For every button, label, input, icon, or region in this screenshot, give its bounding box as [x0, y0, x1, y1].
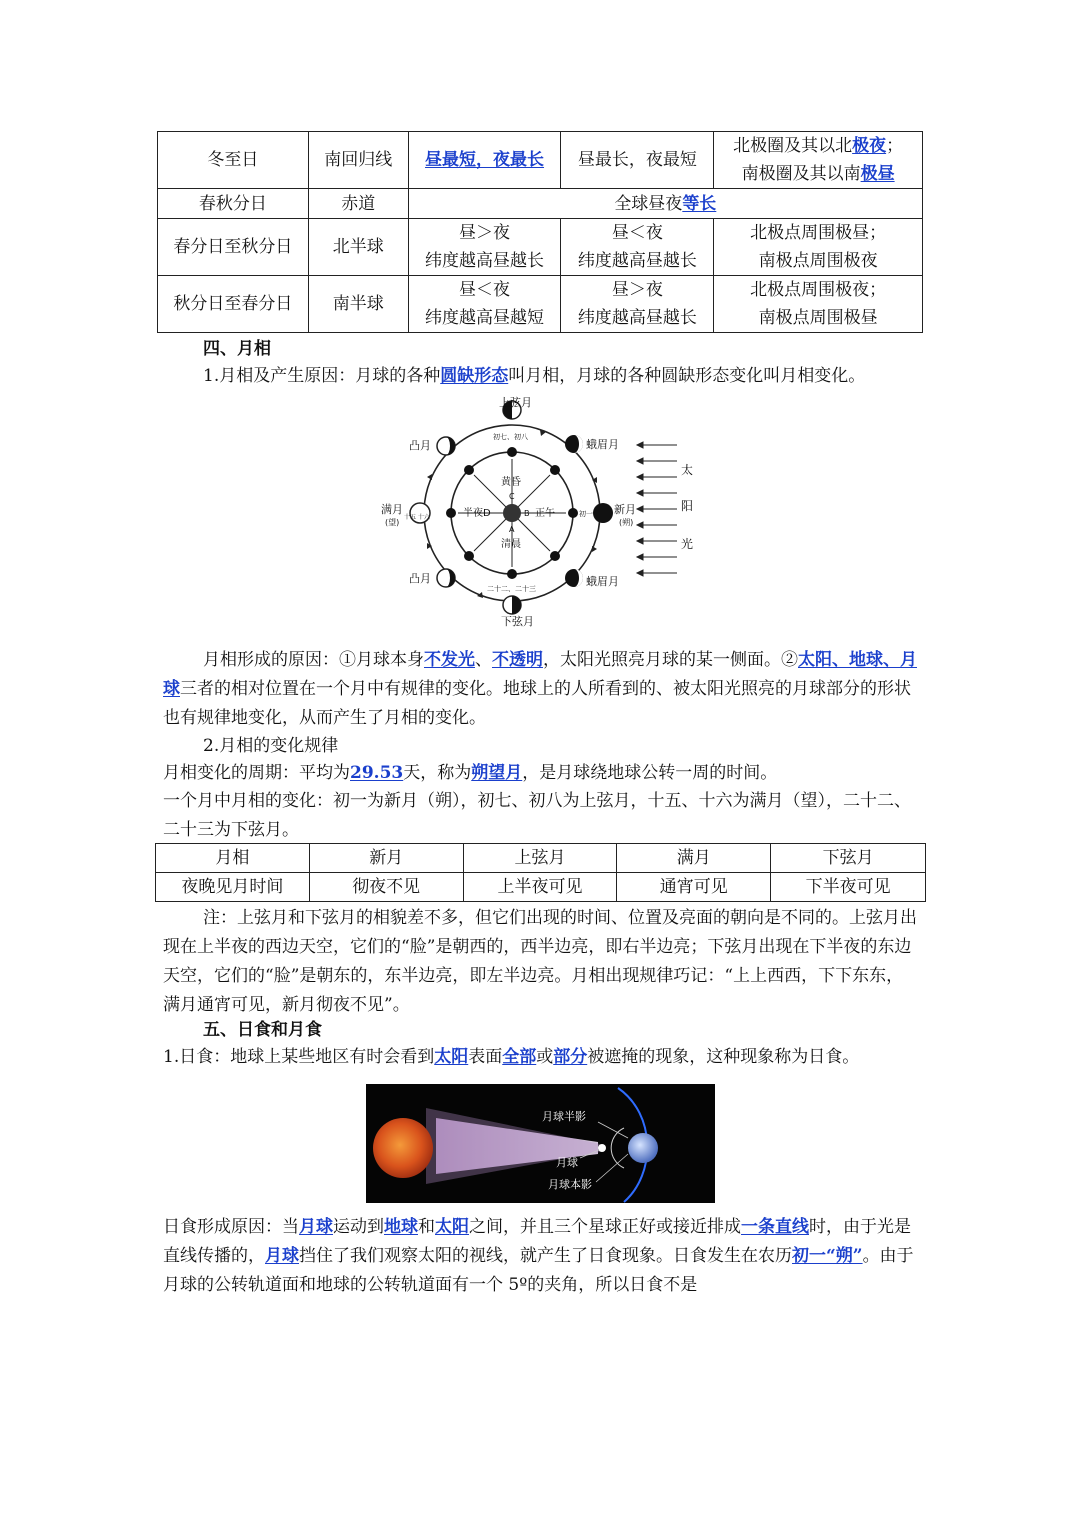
- label-moon: 月球: [556, 1156, 578, 1169]
- inner-moon-icon: [550, 465, 560, 475]
- inner-moon-icon: [568, 508, 578, 518]
- label-dawn: 清晨: [501, 539, 521, 550]
- keyword: 不透明: [492, 650, 543, 670]
- cell-period: 春秋分日: [158, 189, 309, 219]
- keyword: 月球: [265, 1246, 299, 1266]
- section-heading: 五、日食和月食: [203, 1020, 322, 1040]
- label-sun-3: 光: [681, 537, 694, 551]
- label-first-quarter-days: 初七、初八: [493, 433, 528, 441]
- keyword: 初一“朔”: [792, 1246, 863, 1266]
- note-paragraph: 注：上弦月和下弦月的相貌差不多，但它们出现的时间、位置及亮面的朝向是不同的。上弦月出现在上半夜的西边天空，它们的“脸”是朝西的，西半边亮，即右半边亮；下弦月出现在下半夜的东边天空，它们的“脸”是朝东的，东半边亮，即左半边亮。月相出现规律巧记：“上上西西，下下东东，满月通宵可见，新月彻夜不见”。: [163, 908, 917, 1015]
- label-crescent-top: 蛾眉月: [586, 438, 619, 451]
- label-first-quarter: 上弦月: [499, 396, 532, 409]
- label-penumbra: 月球半影: [542, 1110, 586, 1123]
- gibbous-moon-icon: [437, 569, 455, 587]
- table-cell: 夜晚见月时间: [156, 873, 310, 902]
- header-cell: 满月: [617, 844, 771, 873]
- paragraph: 月相变化的周期：平均为29.53天，称为朔望月，是月球绕地球公转一周的时间。: [163, 763, 778, 783]
- sunlight-arrows: [637, 442, 677, 576]
- label-new-moon-sub: (朔): [619, 518, 634, 527]
- label-crescent-bottom: 蛾眉月: [586, 575, 619, 588]
- cell-merged: 全球昼夜等长: [408, 189, 922, 219]
- label-gibbous-top: 凸月: [409, 439, 431, 452]
- solar-eclipse-figure: [366, 1084, 715, 1203]
- table-cell: 通宵可见: [617, 873, 771, 902]
- earth-icon: [628, 1133, 658, 1163]
- label-b: B: [524, 509, 530, 518]
- paragraph: 一个月中月相的变化：初一为新月（朔），初七、初八为上弦月，十五、十六为满月（望），二十二、二十三为下弦月。: [163, 791, 911, 840]
- cell-polar: 北极点周围极昼； 南极点周围极夜: [714, 219, 923, 276]
- label-midnight: 半夜D: [463, 508, 491, 519]
- season-table: [157, 131, 923, 333]
- table-cell: 彻夜不见: [309, 873, 463, 902]
- inner-moon-icon: [550, 551, 560, 561]
- table-header-row: [156, 844, 926, 873]
- sun-icon: [373, 1118, 433, 1178]
- cell-location: 南回归线: [308, 132, 408, 189]
- waning-crescent-moon-icon: [565, 569, 583, 587]
- inner-moon-icon: [507, 569, 517, 579]
- phase-table: [155, 843, 926, 902]
- cell-location: 北半球: [308, 219, 408, 276]
- keyword: 太阳: [434, 1047, 469, 1067]
- table-row: [158, 276, 923, 333]
- table-cell: 下半夜可见: [771, 873, 926, 902]
- waxing-crescent-moon-icon: [565, 435, 583, 453]
- keyword: 不发光: [424, 650, 475, 670]
- table-row: [158, 219, 923, 276]
- last-quarter-moon-icon: [503, 596, 521, 614]
- keyword: 等长: [682, 193, 717, 214]
- gibbous-moon-icon: [437, 437, 455, 455]
- label-new-moon-day: 初一: [579, 510, 593, 518]
- inner-moon-icon: [446, 508, 456, 518]
- paragraph: 日食形成原因：当月球运动到地球和太阳之间，并且三个星球正好或接近排成一条直线时，由于光是直线传播的，月球挡住了我们观察太阳的视线，就产生了日食现象。日食发生在农历初一“朔”。由于月球的公转轨道面和地球的公转轨道面有一个 5º的夹角，所以日食不是: [163, 1217, 914, 1295]
- new-moon-icon: [593, 503, 613, 523]
- label-sun-2: 阳: [681, 499, 694, 513]
- table-cell: 上半夜可见: [463, 873, 617, 902]
- keyword: 太阳: [435, 1217, 469, 1237]
- inner-moon-icon: [507, 447, 517, 457]
- label-full-moon: 满月: [381, 503, 403, 516]
- keyword: 一条直线: [741, 1217, 809, 1237]
- cell-south: 昼＜夜 纬度越高昼越长: [561, 219, 714, 276]
- table-row: [158, 189, 923, 219]
- earth-icon: [503, 504, 521, 522]
- keyword: 部分: [553, 1047, 588, 1067]
- cell-north: [408, 132, 561, 189]
- keyword: 月球: [299, 1217, 333, 1237]
- table-row: [156, 873, 926, 902]
- label-c: C: [509, 492, 515, 501]
- label-a: A: [509, 525, 515, 534]
- table-row: [158, 132, 923, 189]
- cell-south: 昼最长，夜最短: [561, 132, 714, 189]
- keyword: 全部: [502, 1047, 537, 1067]
- moon-icon: [598, 1144, 606, 1152]
- paragraph: 月相形成的原因：①月球本身不发光、不透明，太阳光照亮月球的某一侧面。②太阳、地球、月球三者的相对位置在一个月中有规律的变化。地球上的人所看到的、被太阳光照亮的月球部分的形状也有规律地变化，从而产生了月相的变化。: [163, 650, 917, 728]
- header-cell: 月相: [156, 844, 310, 873]
- cell-north: 昼＞夜 纬度越高昼越长: [408, 219, 561, 276]
- label-sun-1: 太: [681, 463, 694, 477]
- inner-moon-icon: [464, 551, 474, 561]
- cell-location: 赤道: [308, 189, 408, 219]
- cell-polar: 北极圈及其以北极夜； 南极圈及其以南极昼: [714, 132, 923, 189]
- keyword: 29.53: [350, 763, 404, 783]
- label-full-moon-days: 十五 十六: [404, 514, 430, 521]
- cell-north: 昼＜夜 纬度越高昼越短: [408, 276, 561, 333]
- keyword: 极昼: [860, 164, 895, 184]
- label-new-moon: 新月: [614, 503, 636, 516]
- keyword: 地球: [384, 1217, 418, 1237]
- keyword: 圆缺形态: [440, 366, 509, 386]
- cell-period: 春分日至秋分日: [158, 219, 309, 276]
- header-cell: 下弦月: [771, 844, 926, 873]
- keyword: 昼最短，夜最长: [425, 150, 545, 170]
- header-cell: 新月: [309, 844, 463, 873]
- label-dusk: 黄昏: [501, 477, 521, 488]
- keyword: 太阳、地球、月球: [163, 650, 917, 699]
- label-last-quarter: 下弦月: [501, 615, 534, 628]
- label-noon: 正午: [535, 508, 555, 519]
- paragraph: 1.月相及产生原因：月球的各种圆缺形态叫月相，月球的各种圆缺形态变化叫月相变化。: [203, 366, 866, 386]
- cell-polar: 北极点周围极夜； 南极点周围极昼: [714, 276, 923, 333]
- label-umbra: 月球本影: [548, 1178, 592, 1191]
- cell-south: 昼＞夜 纬度越高昼越长: [561, 276, 714, 333]
- keyword: 朔望月: [471, 763, 523, 783]
- moon-phase-diagram: [375, 395, 705, 630]
- subheading: 2.月相的变化规律: [203, 736, 339, 756]
- keyword: 极夜: [852, 136, 887, 156]
- paragraph: 1.日食：地球上某些地区有时会看到太阳表面全部或部分被遮掩的现象，这种现象称为日食。: [163, 1047, 860, 1067]
- label-last-quarter-days: 二十二、二十三: [487, 585, 536, 593]
- cell-period: 冬至日: [158, 132, 309, 189]
- label-gibbous-bottom: 凸月: [409, 572, 431, 585]
- cell-location: 南半球: [308, 276, 408, 333]
- label-full-moon-sub: (望): [385, 518, 400, 527]
- header-cell: 上弦月: [463, 844, 617, 873]
- cell-period: 秋分日至春分日: [158, 276, 309, 333]
- section-heading: 四、月相: [203, 339, 271, 359]
- inner-moon-icon: [464, 465, 474, 475]
